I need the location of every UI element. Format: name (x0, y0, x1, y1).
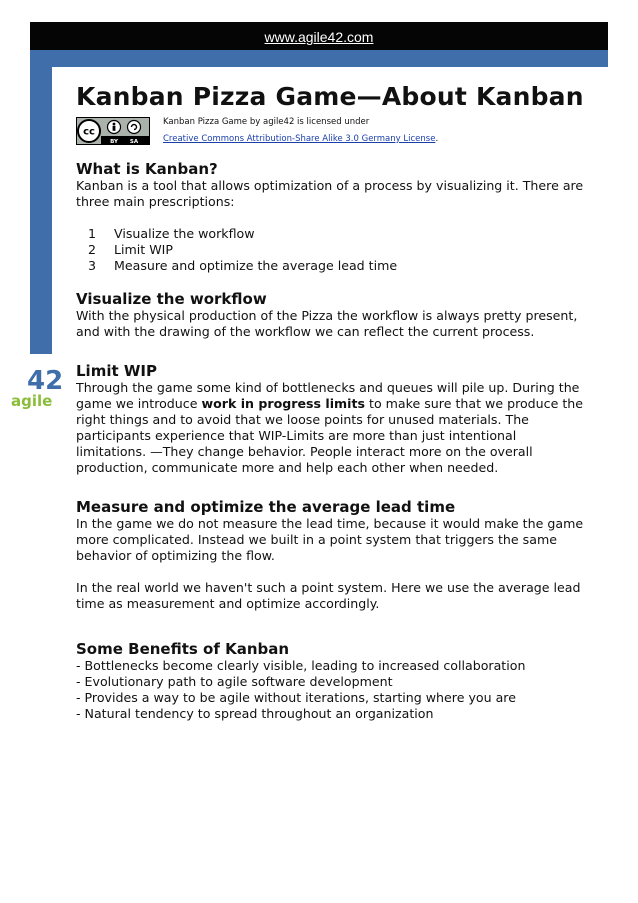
heading-limit-wip: Limit WIP (76, 362, 157, 380)
logo-number: 42 (27, 366, 64, 396)
section-visualize-workflow (76, 290, 586, 340)
heading-measure-lead-time: Measure and optimize the average lead time (76, 498, 456, 516)
license-link-line (163, 133, 438, 145)
list-item (76, 258, 586, 274)
cc-by-label: BY (110, 138, 118, 145)
heading-benefits: Some Benefits of Kanban (76, 640, 290, 658)
license-block (76, 116, 586, 156)
heading-what-is-kanban: What is Kanban? (76, 160, 218, 178)
limit-wip-text-end: to make sure that we produce the right things and to avoid that we loose points for unused materials. The participants experience that WIP-Limits are more than just intentional limitations. —They change behavior. People interact more on the overall production, communicate more and help each other when needed. (76, 396, 583, 475)
benefit-item: - Natural tendency to spread throughout an organization (76, 706, 434, 721)
measure-text-real-world: In the real world we haven't such a point system. Here we use the average lead time as measurement and optimize accordingly. (76, 580, 581, 611)
list-item-number: 2 (88, 242, 97, 257)
license-link[interactable]: Creative Commons Attribution-Share Alike 3.0 Germany License (163, 134, 436, 144)
website-link[interactable]: www.agile42.com (264, 29, 374, 45)
agile42-logo (10, 364, 66, 410)
top-header-bar (30, 22, 608, 50)
prescriptions-list (76, 226, 586, 274)
list-item (76, 242, 586, 258)
limit-wip-emphasis: work in progress limits (201, 396, 366, 411)
section-benefits (76, 640, 586, 722)
blue-accent-bar-left (30, 50, 52, 354)
page-title: Kanban Pizza Game—About Kanban (76, 82, 584, 111)
list-item-label: Measure and optimize the average lead time (114, 258, 398, 273)
list-item-label: Visualize the workflow (114, 226, 255, 241)
license-link-suffix: . (435, 134, 439, 144)
section-limit-wip (76, 362, 586, 476)
logo-word: agile (11, 392, 53, 410)
list-item (76, 226, 586, 242)
visualize-workflow-text: With the physical production of the Pizza the workflow is always pretty present, and with the drawing of the workflow we can reflect the current process. (76, 308, 578, 339)
benefit-item: - Bottlenecks become clearly visible, leading to increased collaboration (76, 658, 526, 673)
measure-text-game: In the game we do not measure the lead time, because it would make the game more complicated. Instead we built in a point system that triggers the same behavior of optimizing the flow. (76, 516, 584, 563)
license-text: Kanban Pizza Game by agile42 is licensed under (163, 117, 370, 127)
section-what-is-kanban (76, 160, 586, 274)
main-content (76, 80, 586, 721)
limit-wip-text (76, 380, 586, 476)
list-item-label: Limit WIP (114, 242, 173, 257)
cc-symbol: cc (83, 126, 95, 138)
benefit-item: - Provides a way to be agile without iterations, starting where you are (76, 690, 516, 705)
blue-accent-bar-top (30, 50, 608, 67)
limit-wip-text-start: Through the game some kind of bottlenecks and queues will pile up. During the game we introduce (76, 380, 580, 411)
benefit-item: - Evolutionary path to agile software development (76, 674, 393, 689)
creative-commons-badge-icon[interactable] (76, 117, 150, 145)
what-is-kanban-text: Kanban is a tool that allows optimization of a process by visualizing it. There are three main prescriptions: (76, 178, 584, 209)
list-item-number: 1 (88, 226, 97, 241)
list-item-number: 3 (88, 258, 97, 273)
heading-visualize-workflow: Visualize the workflow (76, 290, 267, 308)
section-measure-lead-time (76, 498, 586, 612)
cc-sa-label: SA (129, 138, 139, 145)
